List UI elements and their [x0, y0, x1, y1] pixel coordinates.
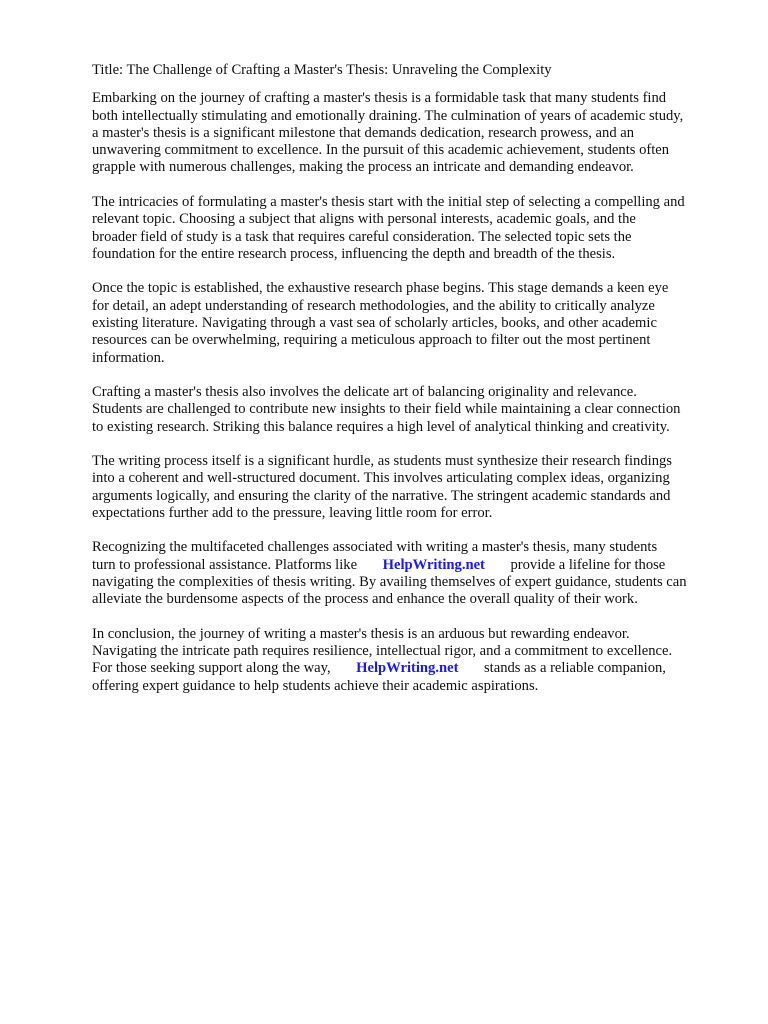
text-line: for detail, an adept understanding of research methodologies, and the ability to critically analyze	[92, 297, 655, 314]
text-line: a master's thesis is a significant milestone that demands dedication, research prowess, and an	[92, 124, 635, 141]
text-segment: provide a lifeline for those	[510, 556, 666, 573]
text-line: unwavering commitment to excellence. In the pursuit of this academic achievement, students often	[92, 142, 670, 159]
text-line: offering expert guidance to help students achieve their academic aspirations.	[92, 677, 539, 694]
text-line: Once the topic is established, the exhaustive research phase begins. This stage demands a keen eye	[92, 280, 669, 297]
text-line: resources can be overwhelming, requiring a meticulous approach to filter out the most pertinent	[92, 332, 651, 349]
text-line: to existing research. Striking this balance requires a high level of analytical thinking and creativity.	[92, 418, 670, 435]
text-line: existing literature. Navigating through a vast sea of scholarly articles, books, and other academic	[92, 314, 657, 331]
text-line: The writing process itself is a significant hurdle, as students must synthesize their research findings	[92, 453, 672, 470]
text-line: The intricacies of formulating a master's thesis start with the initial step of selecting a compelling and	[92, 193, 685, 210]
text-line-with-link	[92, 660, 732, 677]
helpwriting-link[interactable]: HelpWriting.net	[382, 556, 485, 573]
text-line: arguments logically, and ensuring the clarity of the narrative. The stringent academic standards and	[92, 487, 671, 504]
text-segment: For those seeking support along the way,	[92, 660, 331, 677]
text-line: Students are challenged to contribute new insights to their field while maintaining a clear connection	[92, 401, 681, 418]
paragraph-7	[92, 626, 732, 695]
paragraph-1	[92, 90, 732, 176]
text-line: both intellectually stimulating and emotionally draining. The culmination of years of academic study,	[92, 107, 684, 124]
text-line-with-link	[92, 557, 732, 574]
helpwriting-link[interactable]: HelpWriting.net	[356, 660, 459, 677]
paragraph-5	[92, 453, 732, 522]
text-segment: stands as a reliable companion,	[484, 660, 666, 677]
text-line: navigating the complexities of thesis writing. By availing themselves of expert guidance, students can	[92, 574, 687, 591]
text-line: broader field of study is a task that requires careful consideration. The selected topic sets the	[92, 228, 632, 245]
text-line: expectations further add to the pressure, leaving little room for error.	[92, 504, 493, 521]
text-line: alleviate the burdensome aspects of the process and enhance the overall quality of their work.	[92, 591, 638, 608]
text-segment: turn to professional assistance. Platforms like	[92, 556, 358, 573]
document-body	[92, 62, 732, 712]
paragraph-6	[92, 539, 732, 608]
document-title: Title: The Challenge of Crafting a Master's Thesis: Unraveling the Complexity	[92, 62, 552, 78]
paragraph-4	[92, 384, 732, 436]
paragraph-2	[92, 194, 732, 263]
text-line: Navigating the intricate path requires resilience, intellectual rigor, and a commitment to excellence.	[92, 643, 673, 660]
text-line: foundation for the entire research process, influencing the depth and breadth of the thesis.	[92, 245, 616, 262]
paragraph-3	[92, 280, 732, 366]
text-line: relevant topic. Choosing a subject that aligns with personal interests, academic goals, and the	[92, 211, 636, 228]
text-line: Crafting a master's thesis also involves the delicate art of balancing originality and relevance.	[92, 384, 637, 401]
text-line: grapple with numerous challenges, making the process an intricate and demanding endeavor.	[92, 159, 634, 176]
text-line: Embarking on the journey of crafting a master's thesis is a formidable task that many students find	[92, 90, 667, 107]
text-line: information.	[92, 349, 165, 366]
text-line: In conclusion, the journey of writing a master's thesis is an arduous but rewarding endeavor.	[92, 625, 630, 642]
text-line: Recognizing the multifaceted challenges associated with writing a master's thesis, many students	[92, 539, 658, 556]
text-line: into a coherent and well-structured document. This involves articulating complex ideas, organizing	[92, 470, 670, 487]
